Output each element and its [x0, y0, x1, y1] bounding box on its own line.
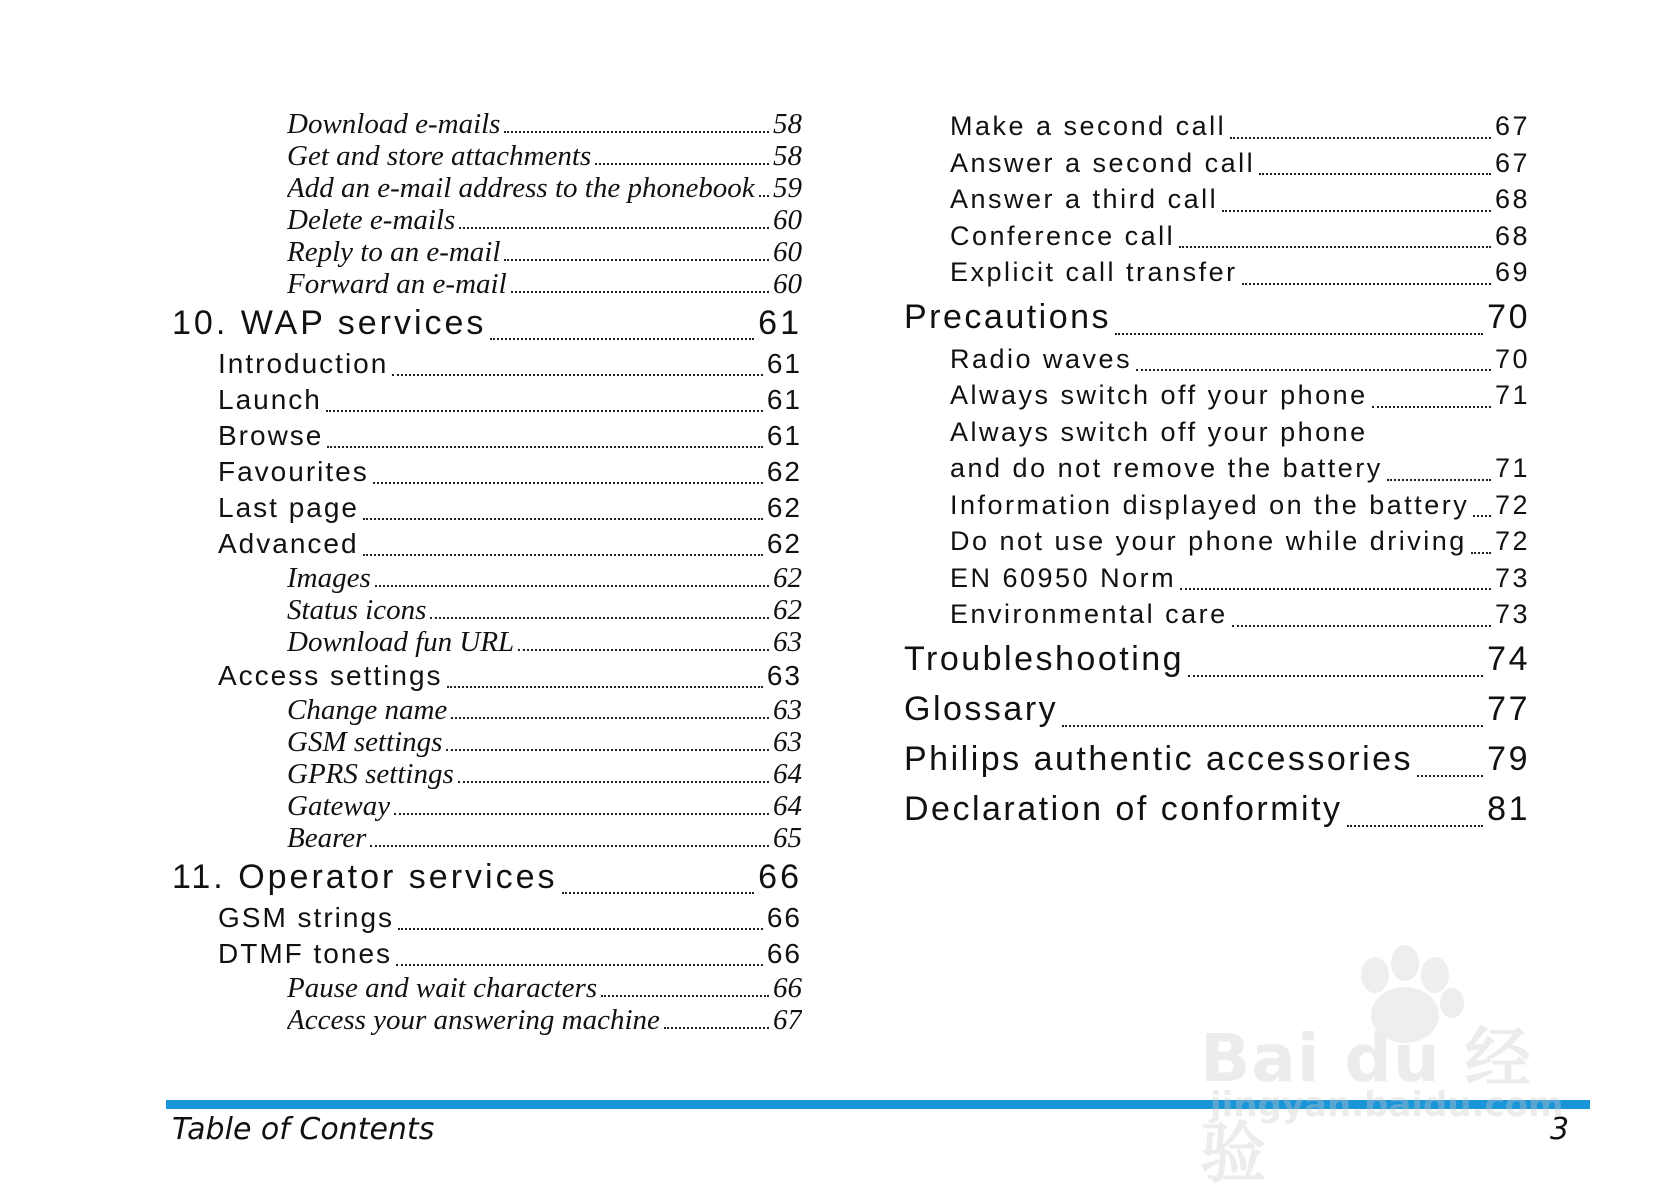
toc-entry-title: 10. WAP services	[172, 304, 487, 342]
toc-dot-leader	[518, 649, 769, 651]
toc-entry	[904, 685, 1530, 733]
toc-dot-leader	[504, 131, 769, 133]
toc-entry-title: Explicit call transfer	[950, 257, 1238, 287]
toc-entry-title: Bearer	[287, 822, 367, 854]
toc-dot-leader	[1387, 479, 1491, 481]
toc-entry	[950, 560, 1530, 597]
toc-entry-title: Answer a third call	[950, 184, 1219, 214]
toc-entry-title: Answer a second call	[950, 147, 1256, 178]
toc-entry-page: 66	[758, 858, 802, 896]
toc-dot-leader	[504, 259, 769, 261]
toc-entry-page: 68	[1494, 184, 1530, 214]
toc-entry-page: 68	[1494, 220, 1530, 251]
toc-dot-leader	[446, 749, 769, 751]
toc-entry	[287, 594, 802, 626]
toc-entry-page: 72	[1494, 526, 1530, 556]
toc-entry-title: Advanced	[218, 528, 359, 559]
toc-entry-title: Browse	[218, 420, 324, 451]
toc-entry-title: Delete e-mails	[287, 204, 456, 236]
toc-entry-page: 64	[773, 758, 802, 790]
toc-entry-title: GSM settings	[287, 726, 443, 758]
toc-entry	[950, 414, 1530, 451]
toc-entry-title: Gateway	[287, 790, 391, 822]
toc-entry-page: 67	[773, 1004, 802, 1036]
toc-entry-page: 58	[773, 140, 802, 172]
toc-dot-leader	[1230, 137, 1491, 139]
toc-entry-page: 63	[773, 726, 802, 758]
toc-entry-title: GPRS settings	[287, 758, 454, 790]
toc-dot-leader	[511, 291, 769, 293]
toc-entry-page: 69	[1494, 257, 1530, 287]
toc-dot-leader	[398, 928, 763, 930]
toc-entry	[950, 181, 1530, 218]
toc-entry-page: 60	[773, 204, 802, 236]
toc-entry-page: 74	[1487, 639, 1530, 678]
toc-entry-title: Always switch off your phone	[950, 416, 1368, 447]
toc-dot-leader	[595, 163, 769, 165]
toc-entry	[287, 204, 802, 236]
toc-entry	[950, 218, 1530, 255]
toc-dot-leader	[447, 686, 763, 688]
toc-entry-page: 71	[1494, 453, 1530, 483]
toc-dot-leader	[1222, 210, 1491, 212]
toc-dot-leader	[1471, 552, 1491, 554]
toc-entry-title: Troubleshooting	[904, 639, 1185, 678]
toc-entry	[950, 377, 1530, 414]
toc-dot-leader	[601, 995, 769, 997]
toc-dot-leader	[562, 892, 755, 894]
toc-right-column	[904, 108, 1530, 833]
toc-entry-page: 62	[766, 528, 802, 559]
toc-entry-page: 70	[1487, 297, 1530, 336]
watermark-subtext: jingyan.baidu.com	[1210, 1085, 1564, 1125]
toc-entry	[287, 790, 802, 822]
toc-entry	[904, 635, 1530, 683]
toc-entry-page: 63	[773, 626, 802, 658]
toc-entry-title: Images	[287, 562, 371, 594]
toc-dot-leader	[458, 781, 769, 783]
toc-entry-title: Declaration of conformity	[904, 789, 1343, 828]
toc-dot-leader	[392, 374, 763, 376]
toc-entry	[950, 487, 1530, 524]
toc-entry-title: Pause and wait characters	[287, 972, 598, 1004]
toc-entry-page: 60	[773, 236, 802, 268]
toc-entry	[172, 854, 802, 900]
toc-entry-title: Forward an e-mail	[287, 268, 507, 300]
toc-entry-page: 71	[1494, 380, 1530, 410]
toc-entry-title: 11. Operator services	[172, 858, 558, 896]
toc-entry-page: 62	[773, 594, 802, 626]
toc-dot-leader	[1180, 588, 1491, 590]
toc-dot-leader	[326, 410, 763, 412]
toc-entry	[287, 268, 802, 300]
toc-entry-page: 66	[766, 938, 802, 969]
toc-entry	[218, 490, 802, 526]
toc-entry	[218, 936, 802, 972]
toc-entry	[287, 236, 802, 268]
toc-entry-page: 62	[773, 562, 802, 594]
toc-left-column	[172, 108, 802, 1036]
toc-entry	[218, 526, 802, 562]
toc-entry	[287, 726, 802, 758]
footer-title: Table of Contents	[172, 1112, 435, 1147]
toc-entry-title: Glossary	[904, 689, 1059, 728]
toc-dot-leader	[430, 617, 769, 619]
toc-dot-leader	[1473, 515, 1491, 517]
toc-entry-page: 61	[766, 348, 802, 379]
toc-entry-title: Get and store attachments	[287, 140, 592, 172]
toc-entry-page: 73	[1494, 562, 1530, 593]
toc-entry-page: 62	[766, 492, 802, 523]
toc-dot-leader	[664, 1027, 769, 1029]
toc-entry-title: Access your answering machine	[287, 1004, 660, 1036]
toc-entry-page: 66	[766, 902, 802, 933]
toc-entry-page: 67	[1494, 111, 1530, 141]
toc-entry-page: 70	[1494, 343, 1530, 374]
toc-entry-title: Favourites	[218, 456, 369, 487]
toc-entry	[287, 140, 802, 172]
toc-entry-page: 64	[773, 790, 802, 822]
toc-entry-title: Launch	[218, 384, 322, 415]
toc-entry	[218, 658, 802, 694]
toc-entry-title: Change name	[287, 694, 448, 726]
toc-entry	[287, 972, 802, 1004]
toc-entry	[218, 346, 802, 382]
toc-dot-leader	[1372, 406, 1491, 408]
toc-entry-page: 63	[773, 694, 802, 726]
toc-entry	[287, 694, 802, 726]
page-number: 3	[1550, 1112, 1570, 1147]
toc-entry-page: 67	[1494, 147, 1530, 178]
toc-entry-title: Always switch off your phone	[950, 380, 1368, 410]
toc-entry-page: 58	[773, 108, 802, 140]
toc-dot-leader	[1188, 675, 1483, 677]
toc-entry	[950, 108, 1530, 145]
toc-dot-leader	[396, 964, 763, 966]
toc-entry-title: and do not remove the battery	[950, 453, 1383, 483]
toc-dot-leader	[451, 717, 769, 719]
toc-dot-leader	[1179, 246, 1491, 248]
toc-entry-page: 79	[1487, 739, 1530, 778]
toc-dot-leader	[1062, 725, 1483, 727]
toc-entry-page: 66	[773, 972, 802, 1004]
toc-entry-title: Access settings	[218, 660, 443, 691]
toc-entry-title: Status icons	[287, 594, 427, 626]
watermark-text: Bai du 经验	[1200, 1020, 1532, 1192]
toc-entry-title: Make a second call	[950, 111, 1227, 141]
toc-entry-title: Last page	[218, 492, 359, 523]
toc-dot-leader	[394, 813, 769, 815]
toc-dot-leader	[375, 585, 769, 587]
toc-dot-leader	[1115, 333, 1483, 335]
toc-entry-title: Reply to an e-mail	[287, 236, 501, 268]
toc-entry-page: 61	[766, 420, 802, 451]
toc-entry	[904, 293, 1530, 341]
toc-entry-page: 63	[766, 660, 802, 691]
toc-dot-leader	[490, 338, 754, 340]
toc-entry-page: 65	[773, 822, 802, 854]
toc-entry	[287, 562, 802, 594]
toc-dot-leader	[1417, 775, 1483, 777]
toc-entry	[950, 145, 1530, 182]
toc-entry-page: 62	[766, 456, 802, 487]
toc-entry-title: Precautions	[904, 297, 1112, 336]
toc-entry-title: GSM strings	[218, 902, 395, 933]
toc-entry-title: Information displayed on the battery	[950, 489, 1470, 520]
toc-entry-title: Philips authentic accessories	[904, 739, 1414, 778]
toc-entry	[218, 900, 802, 936]
toc-entry-title: Do not use your phone while driving	[950, 526, 1467, 556]
toc-entry	[950, 450, 1530, 487]
toc-entry	[218, 418, 802, 454]
toc-entry-page: 73	[1494, 599, 1530, 629]
toc-entry-page: 60	[773, 268, 802, 300]
toc-dot-leader	[1347, 825, 1484, 827]
toc-entry	[904, 735, 1530, 783]
toc-dot-leader	[759, 195, 769, 197]
toc-dot-leader	[373, 482, 763, 484]
toc-entry-title: DTMF tones	[218, 938, 393, 969]
toc-entry-page: 61	[766, 384, 802, 415]
toc-dot-leader	[370, 845, 769, 847]
toc-entry	[904, 785, 1530, 833]
toc-dot-leader	[327, 446, 762, 448]
toc-entry-page: 61	[758, 304, 802, 342]
toc-entry-title: EN 60950 Norm	[950, 562, 1177, 593]
baidu-watermark-logo	[1190, 935, 1590, 1192]
toc-entry	[172, 300, 802, 346]
toc-entry-title: Conference call	[950, 220, 1176, 251]
toc-dot-leader	[1232, 625, 1491, 627]
toc-entry-title: Add an e-mail address to the phonebook	[287, 172, 755, 204]
toc-entry	[218, 382, 802, 418]
toc-dot-leader	[363, 518, 763, 520]
toc-entry	[287, 1004, 802, 1036]
toc-entry	[287, 758, 802, 790]
toc-entry	[287, 626, 802, 658]
toc-entry-title: Introduction	[218, 348, 389, 379]
toc-entry-page: 81	[1487, 789, 1530, 828]
toc-entry-title: Download fun URL	[287, 626, 515, 658]
toc-entry	[950, 596, 1530, 633]
toc-entry-title: Environmental care	[950, 599, 1228, 629]
toc-entry-page: 59	[773, 172, 802, 204]
toc-dot-leader	[1136, 369, 1491, 371]
toc-entry-title: Radio waves	[950, 343, 1133, 374]
toc-entry	[287, 172, 802, 204]
toc-entry	[287, 822, 802, 854]
toc-entry	[287, 108, 802, 140]
toc-dot-leader	[459, 227, 769, 229]
toc-dot-leader	[363, 554, 763, 556]
toc-entry-title: Download e-mails	[287, 108, 501, 140]
toc-entry-page: 77	[1487, 689, 1530, 728]
toc-dot-leader	[1259, 173, 1491, 175]
toc-entry-page: 72	[1494, 489, 1530, 520]
toc-entry	[950, 341, 1530, 378]
toc-entry	[950, 254, 1530, 291]
toc-dot-leader	[1242, 283, 1491, 285]
toc-entry	[218, 454, 802, 490]
toc-entry	[950, 523, 1530, 560]
